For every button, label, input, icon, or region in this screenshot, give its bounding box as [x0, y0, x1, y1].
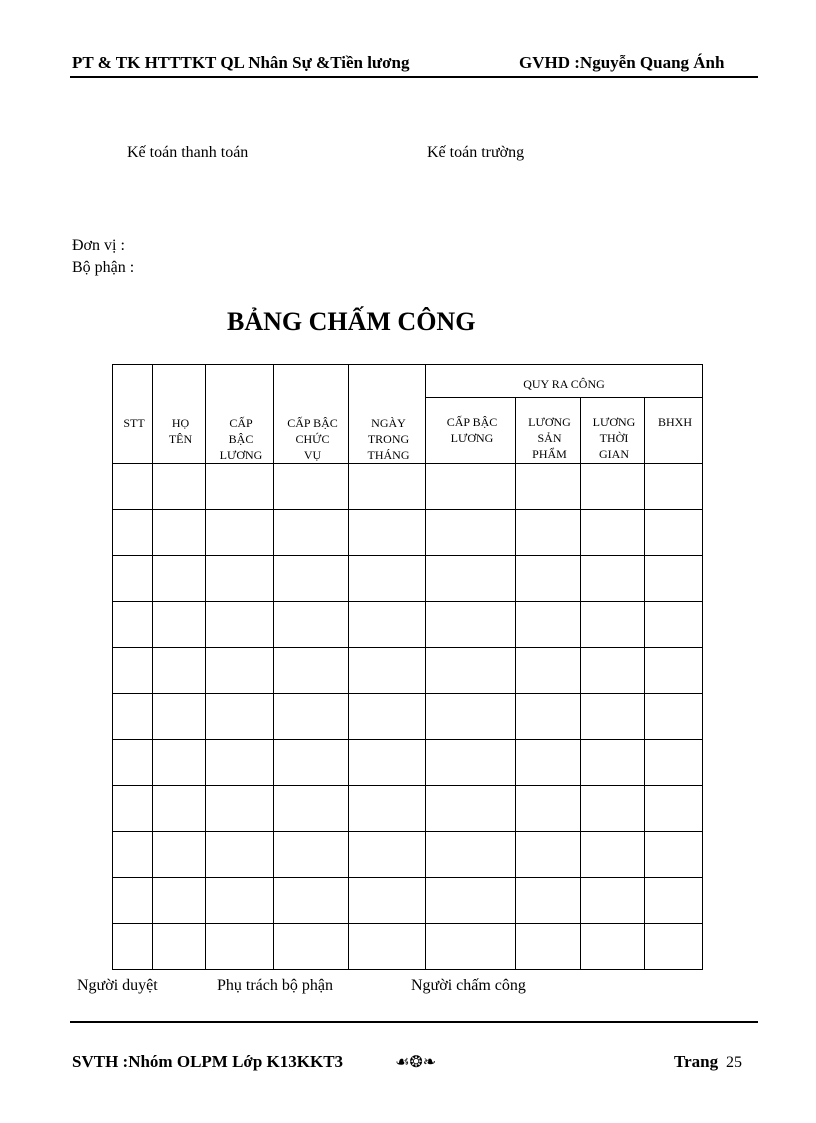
table-cell	[206, 602, 274, 648]
table-cell	[645, 602, 703, 648]
signature-approver: Người duyệt	[77, 977, 158, 994]
table-cell	[349, 694, 426, 740]
col-header-stt: STT	[123, 416, 145, 430]
table-cell	[581, 510, 645, 556]
col-header-product-salary: LƯƠNG SẢN PHẨM	[528, 415, 571, 462]
table-cell	[645, 924, 703, 970]
table-cell	[274, 924, 349, 970]
col-header-cell	[274, 365, 349, 464]
col-header-days-in-month: NGÀY TRONG THÁNG	[367, 416, 410, 462]
table-cell	[153, 510, 206, 556]
table-cell	[153, 464, 206, 510]
footer-page-label: Trang	[674, 1052, 719, 1071]
col-header-salary-grade: CẤP BẬC LƯƠNG	[219, 416, 263, 462]
table-cell	[274, 832, 349, 878]
table-cell	[349, 464, 426, 510]
table-cell	[516, 694, 581, 740]
table-cell	[349, 740, 426, 786]
signature-chief-accountant: Kế toán trường	[427, 144, 525, 161]
table-row	[113, 556, 703, 602]
table-cell	[645, 878, 703, 924]
table-row	[113, 924, 703, 970]
table-cell	[113, 602, 153, 648]
table-cell	[426, 648, 516, 694]
table-cell	[113, 464, 153, 510]
table-cell	[206, 786, 274, 832]
table-cell	[516, 878, 581, 924]
header-rule	[70, 76, 758, 78]
col-header-cell	[581, 398, 645, 464]
table-cell	[206, 510, 274, 556]
table-cell	[274, 510, 349, 556]
timesheet-table	[112, 364, 703, 970]
table-cell	[153, 878, 206, 924]
table-cell	[153, 556, 206, 602]
table-cell	[349, 556, 426, 602]
table-cell	[206, 648, 274, 694]
table-row	[113, 832, 703, 878]
page-title: BẢNG CHẤM CÔNG	[227, 307, 476, 336]
col-header-cell	[113, 365, 153, 464]
table-cell	[153, 786, 206, 832]
table-cell	[206, 740, 274, 786]
table-row	[113, 510, 703, 556]
table-cell	[645, 694, 703, 740]
col-header-position-grade: CẤP BẬC CHỨC VỤ	[287, 416, 338, 462]
table-cell	[153, 832, 206, 878]
col-header-cell	[645, 398, 703, 464]
table-cell	[645, 510, 703, 556]
table-cell	[426, 602, 516, 648]
table-cell	[274, 464, 349, 510]
col-header-name: HỌ TÊN	[168, 416, 193, 446]
table-cell	[113, 694, 153, 740]
table-cell	[113, 878, 153, 924]
table-cell	[426, 832, 516, 878]
signature-dept-head: Phụ trách bộ phận	[217, 977, 333, 994]
footer-rule	[70, 1021, 758, 1023]
table-cell	[516, 556, 581, 602]
table-cell	[516, 924, 581, 970]
table-cell	[516, 832, 581, 878]
unit-label: Đơn vị :	[72, 237, 125, 254]
table-cell	[426, 556, 516, 602]
department-label: Bộ phận :	[72, 259, 135, 276]
header-left-title: PT & TK HTTTKT QL Nhân Sự &Tiền lương	[72, 53, 410, 72]
table-cell	[516, 740, 581, 786]
col-header-time-salary: LƯƠNG THỜI GIAN	[592, 415, 636, 462]
table-cell	[274, 602, 349, 648]
table-cell	[645, 786, 703, 832]
table-cell	[113, 740, 153, 786]
table-cell	[153, 694, 206, 740]
header-instructor: GVHD :Nguyễn Quang Ánh	[519, 53, 725, 72]
table-cell	[516, 602, 581, 648]
table-cell	[153, 648, 206, 694]
table-cell	[645, 832, 703, 878]
table-cell	[581, 648, 645, 694]
table-cell	[516, 464, 581, 510]
table-cell	[274, 740, 349, 786]
table-cell	[426, 740, 516, 786]
table-cell	[153, 924, 206, 970]
table-cell	[206, 464, 274, 510]
table-cell	[113, 556, 153, 602]
table-cell	[274, 694, 349, 740]
table-row	[113, 694, 703, 740]
table-cell	[581, 464, 645, 510]
table-cell	[516, 510, 581, 556]
table-cell	[581, 786, 645, 832]
signature-timekeeper: Người chấm công	[411, 977, 526, 994]
col-header-bhxh: BHXH	[657, 415, 692, 430]
table-cell	[581, 878, 645, 924]
table-cell	[206, 556, 274, 602]
table-cell	[645, 464, 703, 510]
table-cell	[349, 648, 426, 694]
footer-page-number: 25	[726, 1054, 742, 1071]
table-cell	[153, 602, 206, 648]
table-cell	[426, 464, 516, 510]
table-cell	[113, 648, 153, 694]
footer-student-group: SVTH :Nhóm OLPM Lớp K13KKT3	[72, 1052, 344, 1071]
table-cell	[274, 556, 349, 602]
timesheet-body	[113, 464, 703, 970]
col-header-cell	[426, 398, 516, 464]
col-header-cell	[206, 365, 274, 464]
table-cell	[426, 924, 516, 970]
table-cell	[206, 924, 274, 970]
table-cell	[206, 694, 274, 740]
table-cell	[426, 694, 516, 740]
table-row	[113, 786, 703, 832]
table-cell	[113, 510, 153, 556]
table-cell	[113, 786, 153, 832]
signature-payment-accountant: Kế toán thanh toán	[127, 144, 249, 161]
table-cell	[113, 924, 153, 970]
table-cell	[274, 786, 349, 832]
table-cell	[349, 602, 426, 648]
table-cell	[349, 832, 426, 878]
table-cell	[645, 648, 703, 694]
table-cell	[349, 510, 426, 556]
table-cell	[206, 832, 274, 878]
table-row	[113, 602, 703, 648]
ornament-icon: ☙❂❧	[395, 1052, 437, 1071]
table-cell	[206, 878, 274, 924]
table-row	[113, 464, 703, 510]
table-cell	[516, 786, 581, 832]
table-cell	[274, 878, 349, 924]
table-cell	[349, 786, 426, 832]
table-cell	[153, 740, 206, 786]
table-cell	[581, 740, 645, 786]
col-header-cell	[516, 398, 581, 464]
table-cell	[581, 694, 645, 740]
table-row	[113, 740, 703, 786]
table-cell	[581, 556, 645, 602]
col-header-cell	[153, 365, 206, 464]
col-header-cell	[349, 365, 426, 464]
col-header-grade-salary: CẤP BẬC LƯƠNG	[446, 415, 498, 446]
table-cell	[581, 832, 645, 878]
table-cell	[113, 832, 153, 878]
table-cell	[645, 740, 703, 786]
table-cell	[349, 878, 426, 924]
table-cell	[581, 602, 645, 648]
table-cell	[426, 878, 516, 924]
table-cell	[645, 556, 703, 602]
table-cell	[426, 786, 516, 832]
table-cell	[581, 924, 645, 970]
table-row	[113, 878, 703, 924]
table-row	[113, 648, 703, 694]
table-cell	[274, 648, 349, 694]
table-cell	[349, 924, 426, 970]
table-cell	[426, 510, 516, 556]
table-cell	[516, 648, 581, 694]
group-header-quy-ra-cong: QUY RA CÔNG	[426, 365, 703, 398]
